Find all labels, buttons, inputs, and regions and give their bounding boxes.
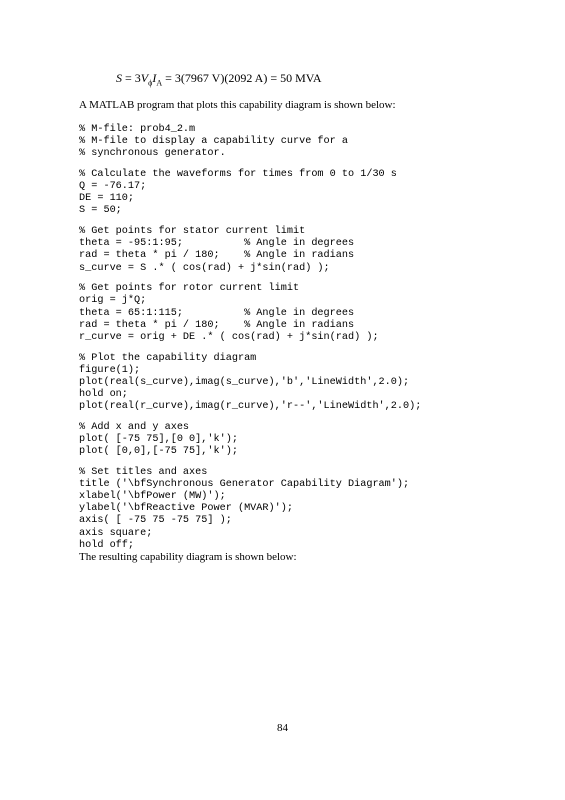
code-line: S = 50; <box>79 205 122 217</box>
code-block <box>79 422 421 458</box>
code-line: % Get points for rotor current limit <box>79 283 300 295</box>
code-line: % synchronous generator. <box>79 148 226 160</box>
code-line: % Set titles and axes <box>79 466 208 478</box>
code-line: plot( [-75 75],[0 0],'k'); <box>79 433 238 445</box>
code-line: orig = j*Q; <box>79 295 147 307</box>
code-line: ylabel('\bfReactive Power (MVAR)'); <box>79 503 293 515</box>
code-line: hold off; <box>79 539 135 551</box>
code-line: Q = -76.17; <box>79 181 147 193</box>
code-line: figure(1); <box>79 364 141 376</box>
code-line: axis( [ -75 75 -75 75] ); <box>79 515 232 527</box>
code-line: s_curve = S .* ( cos(rad) + j*sin(rad) ); <box>79 262 330 274</box>
code-line: plot( [0,0],[-75 75],'k'); <box>79 446 238 458</box>
code-block-gap <box>79 458 421 467</box>
code-line: r_curve = orig + DE .* ( cos(rad) + j*sin(rad) ); <box>79 331 379 343</box>
eq-i-sub: A <box>156 78 163 88</box>
eq-v-symbol: V <box>140 71 149 85</box>
code-line: % M-file: prob4_2.m <box>79 124 196 135</box>
eq-phase-coeff: 3 <box>134 71 141 85</box>
code-line: hold on; <box>79 388 128 400</box>
code-block-gap <box>79 344 421 353</box>
code-line: % Get points for stator current limit <box>79 226 306 238</box>
code-block-gap <box>79 275 421 284</box>
code-line: % Add x and y axes <box>79 421 190 433</box>
code-block-gap <box>79 218 421 227</box>
code-line: theta = 65:1:115; % Angle in degrees <box>79 307 355 319</box>
outro-paragraph: The resulting capability diagram is shown below: <box>79 551 297 563</box>
apparent-power-equation: $S = 3V_\phi I_A = 3(7967$ V)(2092 A) = 50 MVA <box>116 71 322 88</box>
page-number: 84 <box>277 722 288 734</box>
eq-lhs: S <box>116 71 122 85</box>
eq-i-symbol: I <box>152 71 157 85</box>
code-block-gap <box>79 413 421 422</box>
code-block <box>79 226 421 275</box>
code-line: rad = theta * pi / 180; % Angle in radians <box>79 319 355 331</box>
eq-rhs: = 3(7967 V)(2092 A) = 50 MVA <box>165 71 322 85</box>
code-block <box>79 353 421 414</box>
matlab-code-listing <box>79 124 421 552</box>
code-line: plot(real(s_curve),imag(s_curve),'b','LineWidth',2.0); <box>79 376 410 388</box>
eq-v-sub: ϕ <box>148 78 153 88</box>
code-block-gap <box>79 160 421 169</box>
intro-paragraph: A MATLAB program that plots this capability diagram is shown below: <box>79 99 396 111</box>
code-line: DE = 110; <box>79 193 135 205</box>
code-block <box>79 169 421 218</box>
code-block <box>79 283 421 344</box>
code-line: theta = -95:1:95; % Angle in degrees <box>79 238 355 250</box>
code-line: rad = theta * pi / 180; % Angle in radians <box>79 250 355 262</box>
code-line: plot(real(r_curve),imag(r_curve),'r--','LineWidth',2.0); <box>79 401 422 413</box>
code-line: title ('\bfSynchronous Generator Capability Diagram'); <box>79 478 410 490</box>
code-block <box>79 467 421 552</box>
code-line: axis square; <box>79 527 153 539</box>
code-line: % Plot the capability diagram <box>79 352 257 364</box>
code-line: % Calculate the waveforms for times from 0 to 1/30 s <box>79 168 397 180</box>
code-line: % M-file to display a capability curve for a <box>79 136 348 148</box>
code-line: xlabel('\bfPower (MW)'); <box>79 491 226 503</box>
code-block <box>79 124 421 160</box>
